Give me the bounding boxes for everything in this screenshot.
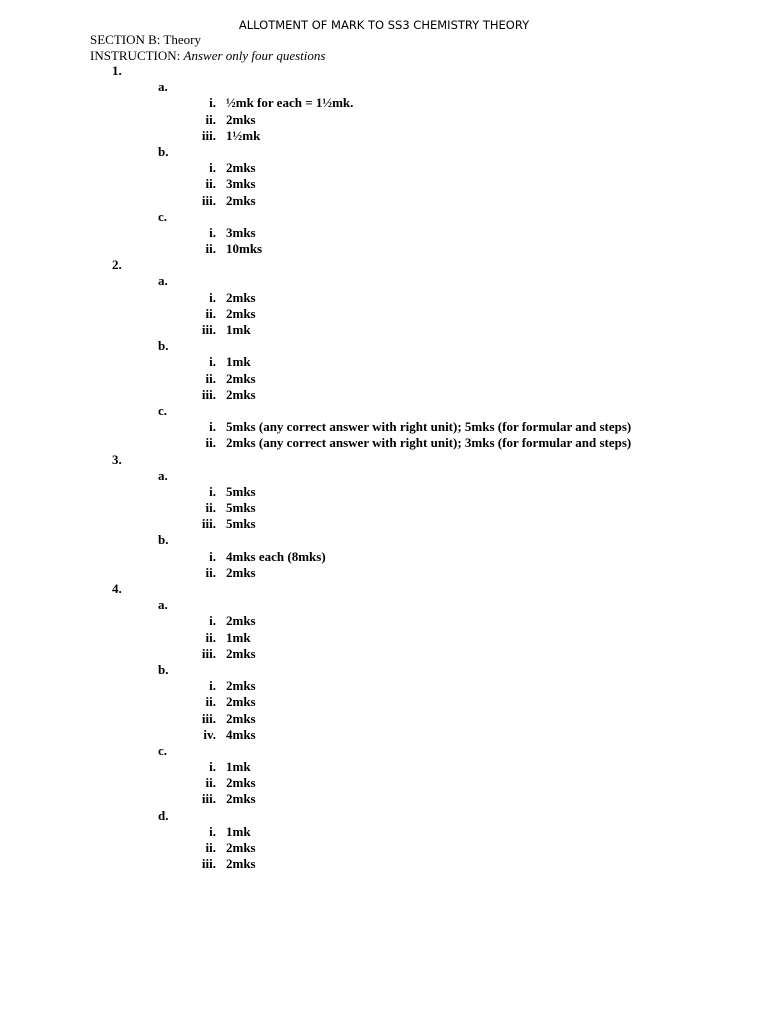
- item-mark-text: 2mks: [226, 710, 256, 726]
- part-label: a.: [158, 79, 168, 95]
- header-block: [90, 32, 325, 64]
- item-mark-text: 3mks: [226, 224, 256, 240]
- list-item: [0, 160, 768, 176]
- list-item: [0, 225, 768, 241]
- item-numeral: i.: [209, 224, 216, 240]
- item-numeral: i.: [209, 759, 216, 775]
- item-mark-text: 2mks: [226, 564, 256, 580]
- part-label: c.: [158, 208, 168, 224]
- item-mark-text: 2mks: [226, 856, 256, 872]
- question-row: [0, 581, 768, 597]
- item-mark-text: 1mk: [226, 823, 251, 839]
- list-item: [0, 484, 768, 500]
- part-label: b.: [158, 661, 169, 677]
- item-mark-text: 1½mk: [226, 127, 261, 143]
- list-item: [0, 775, 768, 791]
- list-item: [0, 840, 768, 856]
- item-numeral: ii.: [205, 775, 216, 791]
- part-label: a.: [158, 467, 168, 483]
- item-mark-text: 2mks: [226, 613, 256, 629]
- item-numeral: ii.: [205, 111, 216, 127]
- item-numeral: i.: [209, 548, 216, 564]
- list-item: [0, 856, 768, 872]
- part-label: a.: [158, 597, 168, 613]
- item-numeral: iii.: [201, 710, 216, 726]
- item-mark-text: 2mks: [226, 370, 256, 386]
- item-mark-text: 1mk: [226, 354, 251, 370]
- part-row: [0, 597, 768, 613]
- item-numeral: iii.: [201, 645, 216, 661]
- mark-allotment-list: [0, 63, 768, 872]
- item-mark-text: 2mks: [226, 694, 256, 710]
- part-row: [0, 273, 768, 289]
- list-item: [0, 306, 768, 322]
- item-mark-text: 1mk: [226, 629, 251, 645]
- list-item: [0, 371, 768, 387]
- list-item: [0, 500, 768, 516]
- item-mark-text: 1mk: [226, 759, 251, 775]
- list-item: [0, 565, 768, 581]
- item-numeral: ii.: [205, 629, 216, 645]
- item-numeral: iii.: [201, 516, 216, 532]
- item-mark-text: 2mks: [226, 160, 256, 176]
- list-item: [0, 128, 768, 144]
- item-numeral: iii.: [201, 856, 216, 872]
- question-row: [0, 257, 768, 273]
- list-item: [0, 354, 768, 370]
- list-item: [0, 678, 768, 694]
- item-mark-text: 2mks: [226, 192, 256, 208]
- item-numeral: i.: [209, 678, 216, 694]
- item-mark-text: 2mks: [226, 305, 256, 321]
- list-item: [0, 419, 768, 435]
- list-item: [0, 549, 768, 565]
- list-item: [0, 791, 768, 807]
- instruction-label: INSTRUCTION:: [90, 48, 181, 63]
- part-row: [0, 662, 768, 678]
- list-item: [0, 727, 768, 743]
- item-numeral: ii.: [205, 564, 216, 580]
- list-item: [0, 290, 768, 306]
- part-label: c.: [158, 402, 168, 418]
- part-row: [0, 403, 768, 419]
- item-numeral: i.: [209, 354, 216, 370]
- page-title: ALLOTMENT OF MARK TO SS3 CHEMISTRY THEORY: [238, 18, 530, 32]
- item-mark-text: 2mks: [226, 289, 256, 305]
- item-mark-text: 10mks: [226, 241, 263, 257]
- item-numeral: i.: [209, 823, 216, 839]
- item-numeral: i.: [209, 95, 216, 111]
- list-item: [0, 112, 768, 128]
- item-mark-text: 2mks: [226, 111, 256, 127]
- item-mark-text: 3mks: [226, 176, 256, 192]
- part-label: b.: [158, 532, 169, 548]
- part-row: [0, 209, 768, 225]
- item-mark-text: 1mk: [226, 322, 251, 337]
- item-numeral: ii.: [205, 370, 216, 386]
- list-item: [0, 435, 768, 451]
- list-item: [0, 176, 768, 192]
- part-row: [0, 532, 768, 548]
- item-numeral: iii.: [201, 791, 216, 807]
- list-item: [0, 516, 768, 532]
- list-item: [0, 387, 768, 403]
- item-numeral: ii.: [205, 694, 216, 710]
- list-item: [0, 193, 768, 209]
- item-numeral: ii.: [205, 176, 216, 192]
- item-mark-text: 2mks (any correct answer with right unit); 3mks (for formular and steps): [226, 435, 632, 451]
- list-item: [0, 711, 768, 727]
- list-item: [0, 646, 768, 662]
- instruction-text: Answer only four questions: [183, 48, 326, 63]
- item-numeral: iii.: [201, 386, 216, 402]
- item-mark-text: 2mks: [226, 840, 256, 855]
- item-mark-text: 4mks each (8mks): [226, 548, 326, 564]
- item-numeral: i.: [209, 483, 216, 499]
- item-numeral: i.: [209, 613, 216, 629]
- item-numeral: ii.: [205, 241, 216, 257]
- list-item: [0, 824, 768, 840]
- item-numeral: ii.: [205, 840, 216, 855]
- item-mark-text: 4mks: [226, 726, 256, 742]
- list-item: [0, 241, 768, 257]
- list-item: [0, 630, 768, 646]
- item-mark-text: 2mks: [226, 645, 256, 661]
- item-numeral: iii.: [201, 192, 216, 208]
- item-numeral: i.: [209, 419, 216, 435]
- item-numeral: i.: [209, 289, 216, 305]
- part-row: [0, 144, 768, 160]
- item-numeral: iii.: [201, 322, 216, 337]
- item-mark-text: 2mks: [226, 791, 256, 807]
- item-mark-text: 2mks: [226, 678, 256, 694]
- item-numeral: ii.: [205, 305, 216, 321]
- list-item: [0, 322, 768, 338]
- list-item: [0, 694, 768, 710]
- item-mark-text: 5mks: [226, 500, 256, 516]
- list-item: [0, 95, 768, 111]
- question-number: 4.: [112, 581, 122, 596]
- part-row: [0, 808, 768, 824]
- item-numeral: ii.: [205, 435, 216, 451]
- instruction-line: [90, 48, 325, 64]
- item-numeral: i.: [209, 160, 216, 176]
- part-label: b.: [158, 338, 169, 354]
- item-mark-text: ½mk for each = 1½mk.: [226, 95, 354, 111]
- part-row: [0, 743, 768, 759]
- question-row: [0, 63, 768, 79]
- item-mark-text: 5mks: [226, 516, 256, 532]
- part-row: [0, 468, 768, 484]
- part-label: d.: [158, 807, 169, 823]
- item-mark-text: 5mks (any correct answer with right unit); 5mks (for formular and steps): [226, 419, 632, 435]
- part-label: c.: [158, 742, 168, 758]
- question-number: 2.: [112, 257, 122, 273]
- list-item: [0, 759, 768, 775]
- item-numeral: iv.: [203, 726, 216, 742]
- item-numeral: iii.: [201, 127, 216, 143]
- item-mark-text: 2mks: [226, 775, 256, 791]
- part-label: b.: [158, 143, 169, 159]
- list-item: [0, 613, 768, 629]
- section-heading: SECTION B: Theory: [90, 32, 201, 47]
- item-mark-text: 5mks: [226, 483, 256, 499]
- item-mark-text: 2mks: [226, 386, 256, 402]
- item-numeral: ii.: [205, 500, 216, 516]
- question-number: 1.: [112, 63, 122, 78]
- question-row: [0, 452, 768, 468]
- part-label: a.: [158, 273, 168, 289]
- question-number: 3.: [112, 451, 122, 467]
- part-row: [0, 338, 768, 354]
- part-row: [0, 79, 768, 95]
